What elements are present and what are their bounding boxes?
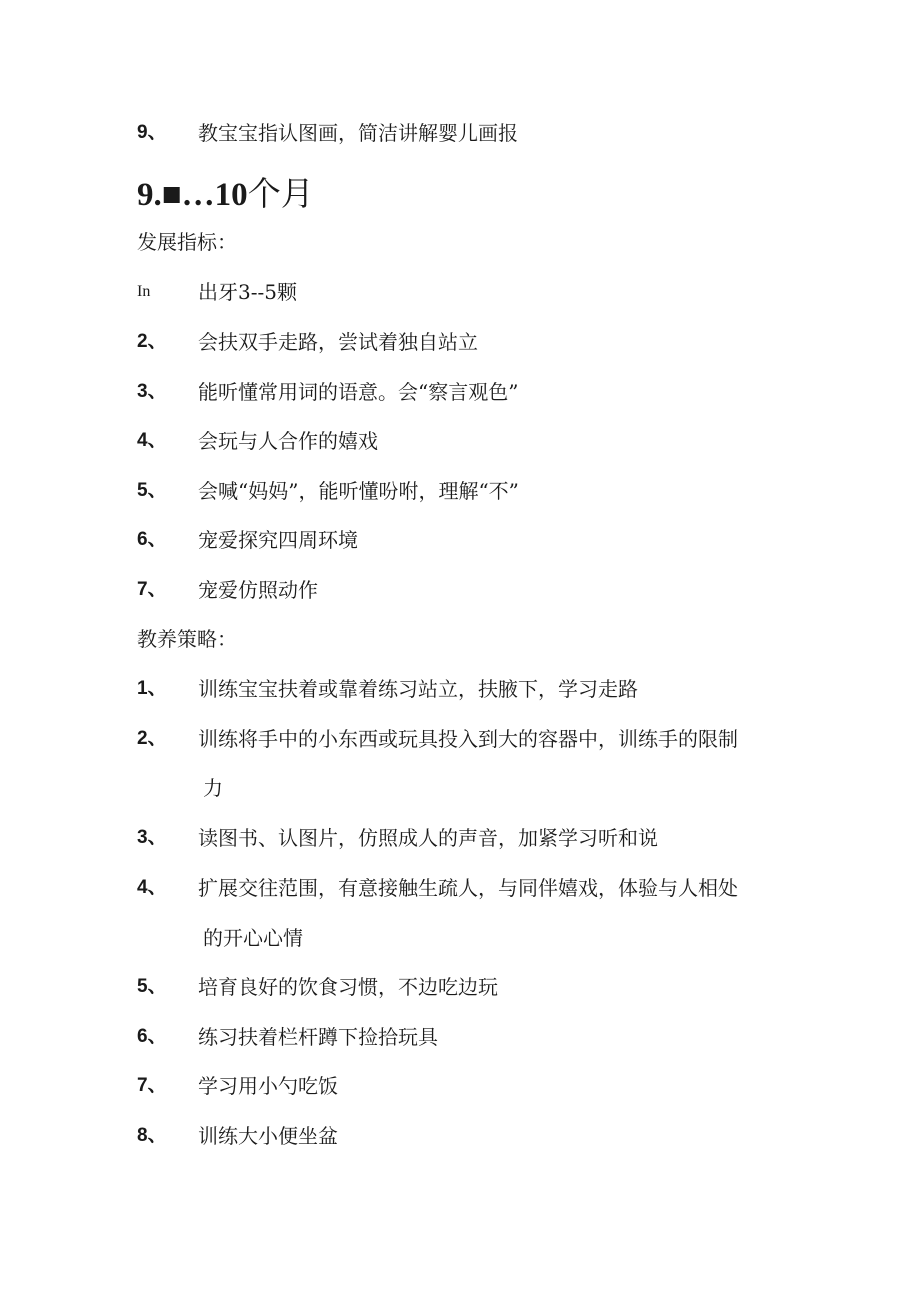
development-label: 发展指标：	[137, 230, 237, 254]
item-text: 会玩与人合作的嬉戏	[198, 429, 378, 453]
item-number: 4、	[137, 430, 167, 451]
item-number: In	[137, 283, 151, 300]
item-number: 8、	[137, 1125, 167, 1146]
item-number: 5、	[137, 976, 167, 997]
item-text: 培育良好的饮食习惯，不边吃边玩	[198, 975, 498, 999]
item-number: 7、	[137, 1075, 167, 1096]
item-text: 会喊“妈妈”，能听懂吩咐，理解“不”	[198, 479, 519, 503]
item-number: 3、	[137, 381, 167, 402]
item-text: 训练将手中的小东西或玩具投入到大的容器中，训练手的限制	[198, 727, 738, 751]
item-text: 训练宝宝扶着或靠着练习站立，扶腋下，学习走路	[198, 677, 638, 701]
item-number: 7、	[137, 579, 167, 600]
section-title-number: 9.■…10	[137, 177, 248, 213]
section-title-unit: 个月	[247, 174, 314, 213]
item-text: 会扶双手走路，尝试着独自站立	[198, 330, 478, 354]
item-number: 9、	[137, 122, 167, 143]
item-number: 6、	[137, 1026, 167, 1047]
item-text: 宠爱探究四周环境	[198, 528, 358, 552]
item-number: 6、	[137, 529, 167, 550]
item-number: 4、	[137, 877, 167, 898]
strategy-label: 教养策略：	[137, 627, 237, 651]
item-text: 练习扶着栏杆蹲下捡拾玩具	[198, 1025, 438, 1049]
item-number: 3、	[137, 827, 167, 848]
item-text: 扩展交往范围，有意接触生疏人，与同伴嬉戏，体验与人相处	[198, 876, 738, 900]
item-text-continuation: 力	[203, 776, 223, 800]
item-text-continuation: 的开心心情	[203, 926, 303, 950]
item-text: 能听懂常用词的语意。会“察言观色”	[198, 380, 519, 404]
item-number: 2、	[137, 331, 167, 352]
item-text: 出牙3--5颗	[198, 280, 297, 304]
item-number: 5、	[137, 480, 167, 501]
item-text: 学习用小勺吃饭	[198, 1074, 338, 1098]
item-text: 教宝宝指认图画，简洁讲解婴儿画报	[198, 121, 518, 145]
section-title	[137, 168, 314, 220]
item-number: 2、	[137, 728, 167, 749]
item-text: 训练大小便坐盆	[198, 1124, 338, 1148]
item-text: 宠爱仿照动作	[198, 578, 318, 602]
item-text: 读图书、认图片，仿照成人的声音，加紧学习听和说	[198, 826, 658, 850]
item-number: 1、	[137, 678, 167, 699]
